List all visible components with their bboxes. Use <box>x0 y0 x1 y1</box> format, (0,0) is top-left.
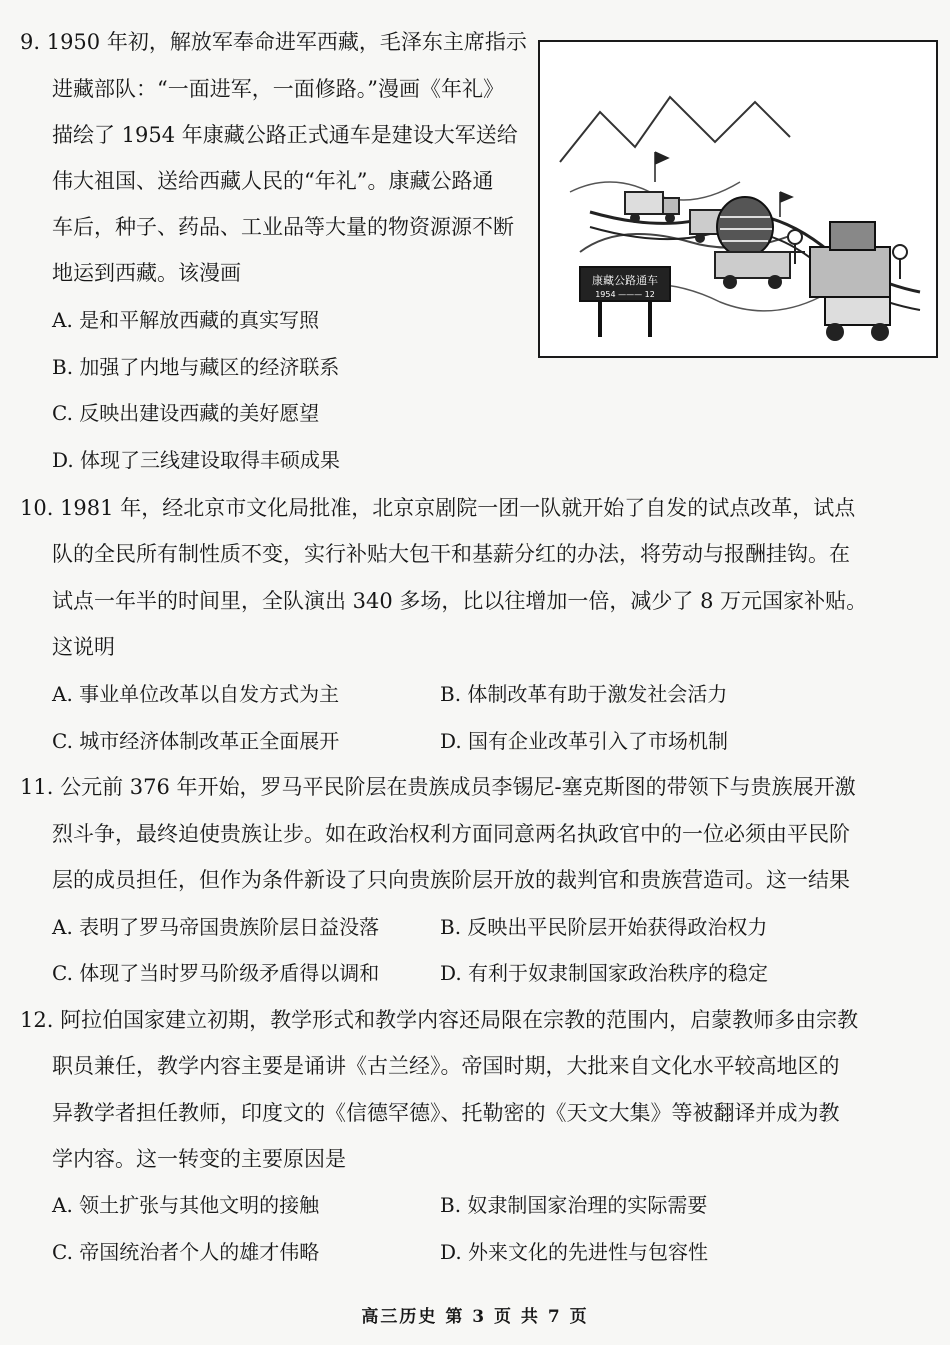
cartoon-illustration <box>540 42 936 356</box>
q11-option-b[interactable]: B. 反映出平民阶层开始获得政治权力 <box>440 915 768 939</box>
q12-stem-line-4: 学内容。这一转变的主要原因是 <box>52 1147 346 1171</box>
q9-option-b[interactable]: B. 加强了内地与藏区的经济联系 <box>52 355 340 379</box>
q9-stem-line-1: 9. 1950 年初，解放军奉命进军西藏，毛泽东主席指示 <box>20 30 527 54</box>
cartoon-nianli <box>538 40 938 358</box>
q12-stem-line-2: 职员兼任，教学内容主要是诵讲《古兰经》。帝国时期，大批来自文化水平较高地区的 <box>52 1054 840 1078</box>
q11-stem-line-1: 11. 公元前 376 年开始，罗马平民阶层在贵族成员李锡尼-塞克斯图的带领下与贵族展开激 <box>20 775 856 799</box>
q9-stem-line-3: 描绘了 1954 年康藏公路正式通车是建设大军送给 <box>52 123 518 147</box>
q11-stem-line-2: 烈斗争，最终迫使贵族让步。如在政治权利方面同意两名执政官中的一位必须由平民阶 <box>52 822 850 846</box>
q10-stem-line-4: 这说明 <box>52 635 115 659</box>
q10-option-a[interactable]: A. 事业单位改革以自发方式为主 <box>52 682 340 706</box>
cartoon-sign-text: 康藏公路通车 <box>592 274 658 287</box>
q9-option-a[interactable]: A. 是和平解放西藏的真实写照 <box>52 308 320 332</box>
q12-option-d[interactable]: D. 外来文化的先进性与包容性 <box>440 1240 709 1264</box>
q11-option-a[interactable]: A. 表明了罗马帝国贵族阶层日益没落 <box>52 915 380 939</box>
q11-option-d[interactable]: D. 有利于奴隶制国家政治秩序的稳定 <box>440 961 769 985</box>
q9-option-c[interactable]: C. 反映出建设西藏的美好愿望 <box>52 401 320 425</box>
q12-option-c[interactable]: C. 帝国统治者个人的雄才伟略 <box>52 1240 320 1264</box>
q12-option-b[interactable]: B. 奴隶制国家治理的实际需要 <box>440 1193 708 1217</box>
q10-option-d[interactable]: D. 国有企业改革引入了市场机制 <box>440 729 729 753</box>
q11-stem-line-3: 层的成员担任，但作为条件新设了只向贵族阶层开放的裁判官和贵族营造司。这一结果 <box>52 868 850 892</box>
q9-stem-line-4: 伟大祖国、送给西藏人民的“年礼”。康藏公路通 <box>52 169 494 193</box>
q9-stem-line-5: 车后，种子、药品、工业品等大量的物资源源不断 <box>52 215 514 239</box>
q10-stem-line-3: 试点一年半的时间里，全队演出 340 多场，比以往增加一倍，减少了 8 万元国家补贴。 <box>52 589 868 613</box>
q10-stem-line-1: 10. 1981 年，经北京市文化局批准，北京京剧院一团一队就开始了自发的试点改革，试点 <box>20 496 856 520</box>
q9-stem-line-2: 进藏部队：“一面进军，一面修路。”漫画《年礼》 <box>52 77 504 101</box>
q12-stem-line-1: 12. 阿拉伯国家建立初期，教学形式和教学内容还局限在宗教的范围内，启蒙教师多由宗教 <box>20 1008 859 1032</box>
q12-option-a[interactable]: A. 领土扩张与其他文明的接触 <box>52 1193 320 1217</box>
page-footer: 高三历史 第 3 页 共 7 页 <box>361 1307 589 1327</box>
q12-stem-line-3: 异教学者担任教师，印度文的《信德罕德》、托勒密的《天文大集》等被翻译并成为教 <box>52 1101 840 1125</box>
q10-stem-line-2: 队的全民所有制性质不变，实行补贴大包干和基薪分红的办法，将劳动与报酬挂钩。在 <box>52 542 850 566</box>
q10-option-c[interactable]: C. 城市经济体制改革正全面展开 <box>52 729 340 753</box>
q9-stem-line-6: 地运到西藏。该漫画 <box>52 261 241 285</box>
q11-option-c[interactable]: C. 体现了当时罗马阶级矛盾得以调和 <box>52 961 380 985</box>
q10-option-b[interactable]: B. 体制改革有助于激发社会活力 <box>440 682 728 706</box>
cartoon-sign-subtext: 1954 ——— 12 <box>595 290 655 299</box>
q9-option-d[interactable]: D. 体现了三线建设取得丰硕成果 <box>52 448 341 472</box>
